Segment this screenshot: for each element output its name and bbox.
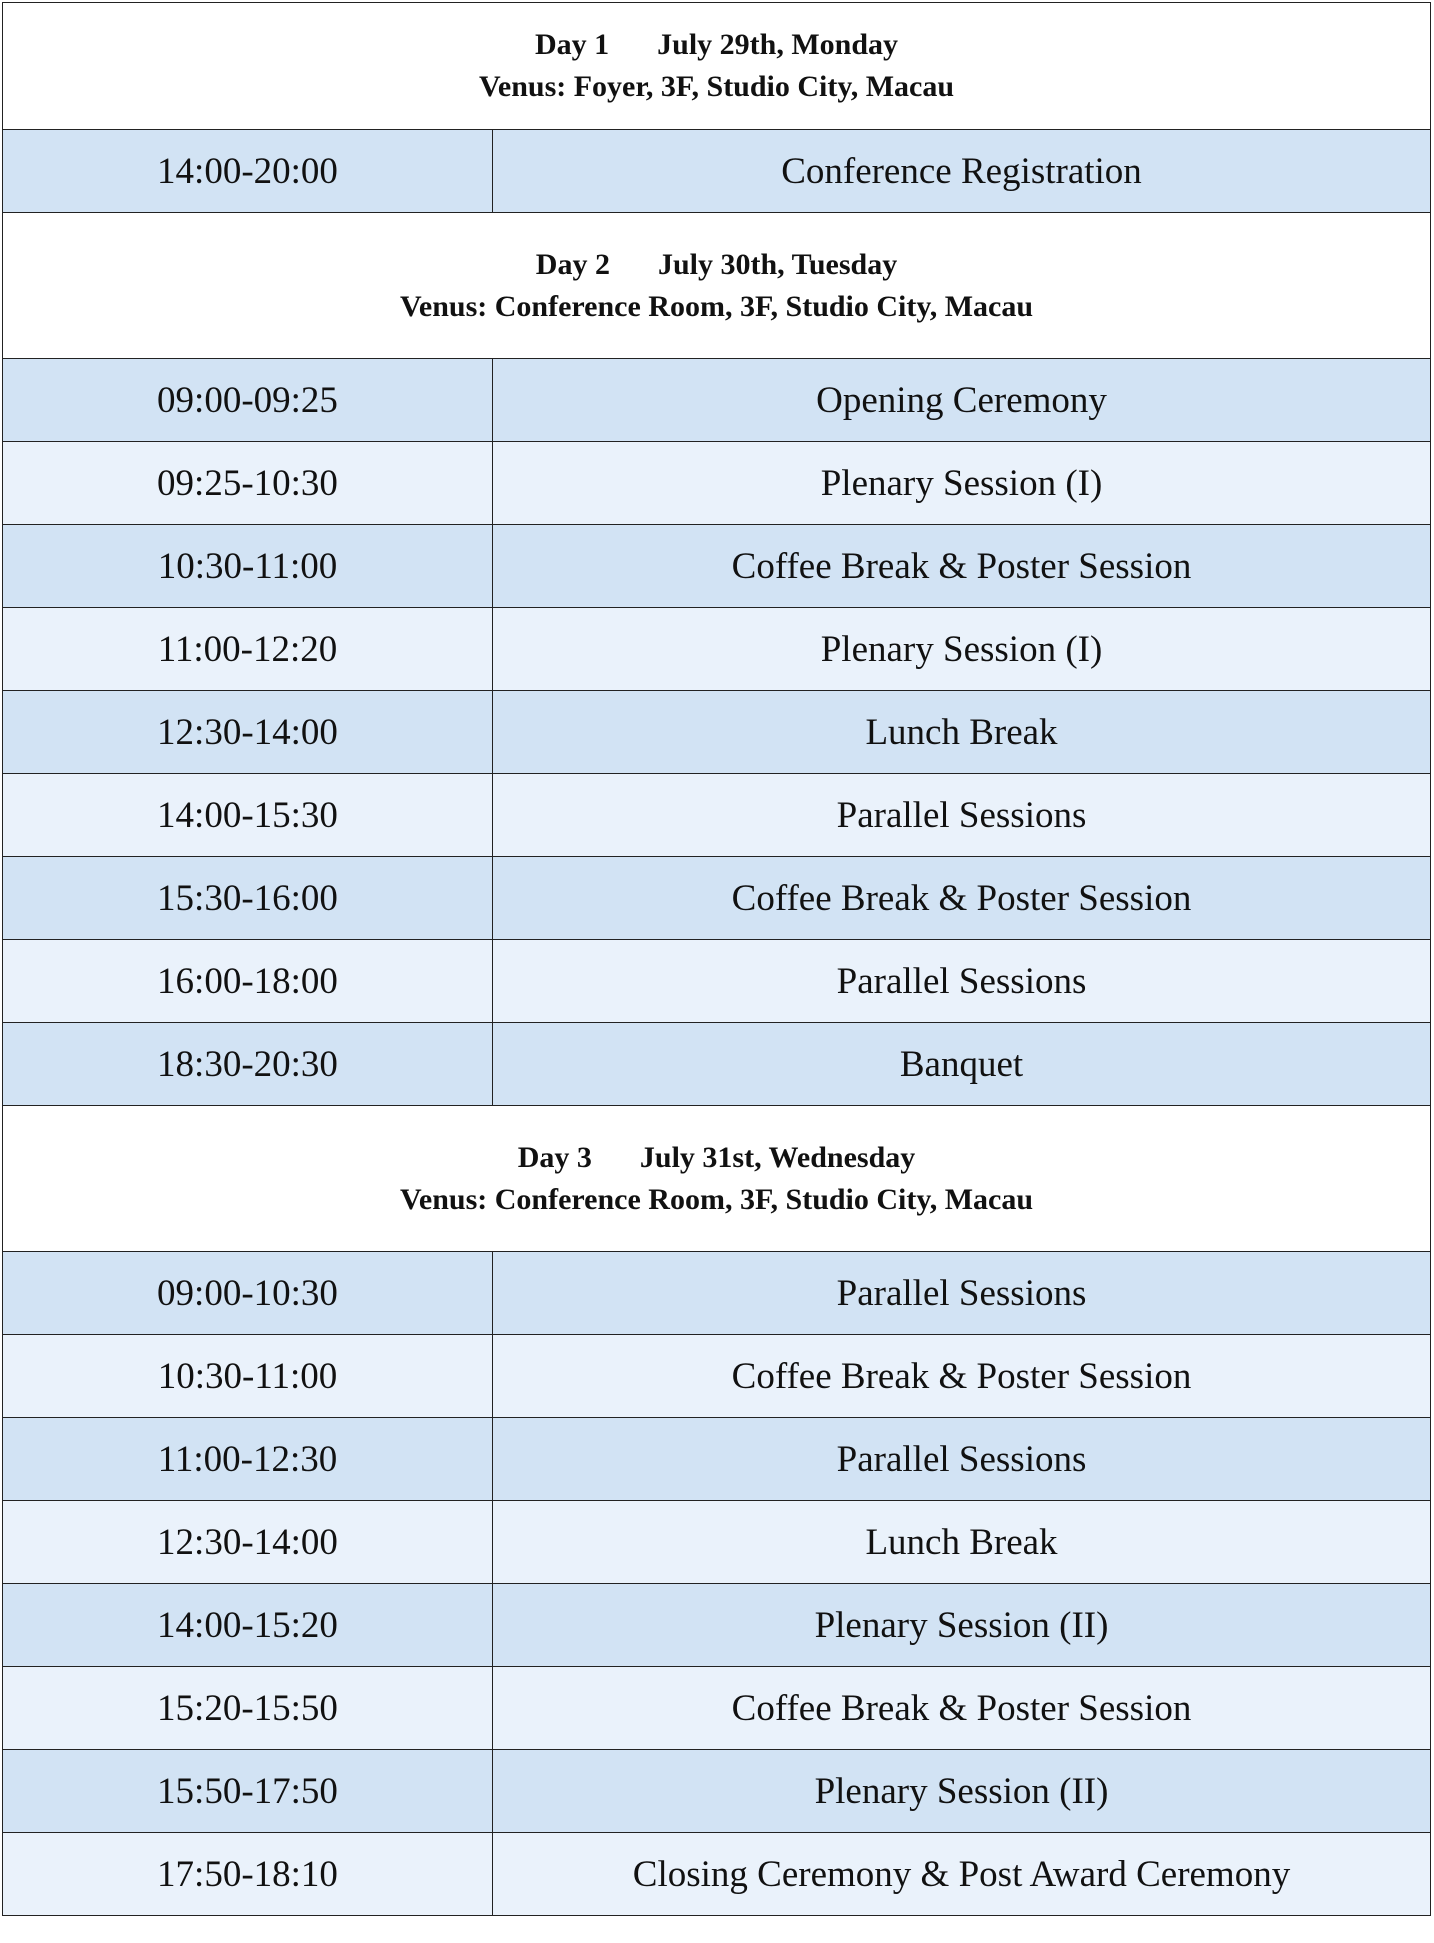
session-time: 12:30-14:00 [3,691,493,774]
day-title [3,244,1430,286]
day-title [3,24,1430,66]
session-event: Closing Ceremony & Post Award Ceremony [493,1833,1431,1916]
day-header-row [3,213,1431,359]
session-row [3,774,1431,857]
session-row [3,857,1431,940]
session-event: Plenary Session (I) [493,608,1431,691]
session-row [3,525,1431,608]
session-time: 09:25-10:30 [3,442,493,525]
session-row [3,359,1431,442]
day-title [3,1137,1430,1179]
session-event: Parallel Sessions [493,1418,1431,1501]
session-event: Parallel Sessions [493,940,1431,1023]
session-event: Parallel Sessions [493,774,1431,857]
day-header [3,213,1431,359]
session-time: 10:30-11:00 [3,525,493,608]
session-event: Coffee Break & Poster Session [493,1335,1431,1418]
session-row [3,1750,1431,1833]
session-time: 11:00-12:20 [3,608,493,691]
session-event: Parallel Sessions [493,1252,1431,1335]
day-header [3,1106,1431,1252]
session-row [3,1667,1431,1750]
schedule-table [2,2,1431,1916]
session-event: Conference Registration [493,130,1431,213]
session-event: Lunch Break [493,691,1431,774]
session-row [3,442,1431,525]
session-time: 09:00-09:25 [3,359,493,442]
session-row [3,130,1431,213]
day-venue: Venus: Conference Room, 3F, Studio City, Macau [399,289,1034,323]
day-venue: Venus: Foyer, 3F, Studio City, Macau [478,70,955,103]
session-event: Coffee Break & Poster Session [493,857,1431,940]
session-row [3,1501,1431,1584]
session-row [3,1418,1431,1501]
day-date: July 30th, Tuesday [657,247,898,281]
session-event: Coffee Break & Poster Session [493,525,1431,608]
day-header-row [3,3,1431,130]
session-row [3,608,1431,691]
session-time: 14:00-20:00 [3,130,493,213]
schedule-body [3,3,1431,1916]
day-date: July 29th, Monday [657,28,899,61]
session-time: 14:00-15:20 [3,1584,493,1667]
session-time: 15:50-17:50 [3,1750,493,1833]
day-header-row [3,1106,1431,1252]
session-time: 15:20-15:50 [3,1667,493,1750]
session-time: 15:30-16:00 [3,857,493,940]
session-event: Plenary Session (II) [493,1584,1431,1667]
session-row [3,1252,1431,1335]
session-event: Lunch Break [493,1501,1431,1584]
session-time: 17:50-18:10 [3,1833,493,1916]
day-date: July 31st, Wednesday [639,1140,916,1174]
day-header [3,3,1431,130]
day-venue: Venus: Conference Room, 3F, Studio City, Macau [399,1182,1034,1216]
session-row [3,1335,1431,1418]
day-label: Day 3 [517,1140,592,1174]
session-event: Coffee Break & Poster Session [493,1667,1431,1750]
session-time: 12:30-14:00 [3,1501,493,1584]
day-label: Day 2 [535,247,610,281]
session-row [3,1584,1431,1667]
session-time: 09:00-10:30 [3,1252,493,1335]
session-time: 18:30-20:30 [3,1023,493,1106]
session-event: Plenary Session (II) [493,1750,1431,1833]
session-time: 11:00-12:30 [3,1418,493,1501]
session-time: 10:30-11:00 [3,1335,493,1418]
session-event: Banquet [493,1023,1431,1106]
session-row [3,1833,1431,1916]
session-row [3,1023,1431,1106]
session-event: Plenary Session (I) [493,442,1431,525]
session-row [3,940,1431,1023]
day-label: Day 1 [534,28,610,61]
schedule-sheet [2,2,1430,1916]
session-row [3,691,1431,774]
session-time: 14:00-15:30 [3,774,493,857]
session-event: Opening Ceremony [493,359,1431,442]
session-time: 16:00-18:00 [3,940,493,1023]
